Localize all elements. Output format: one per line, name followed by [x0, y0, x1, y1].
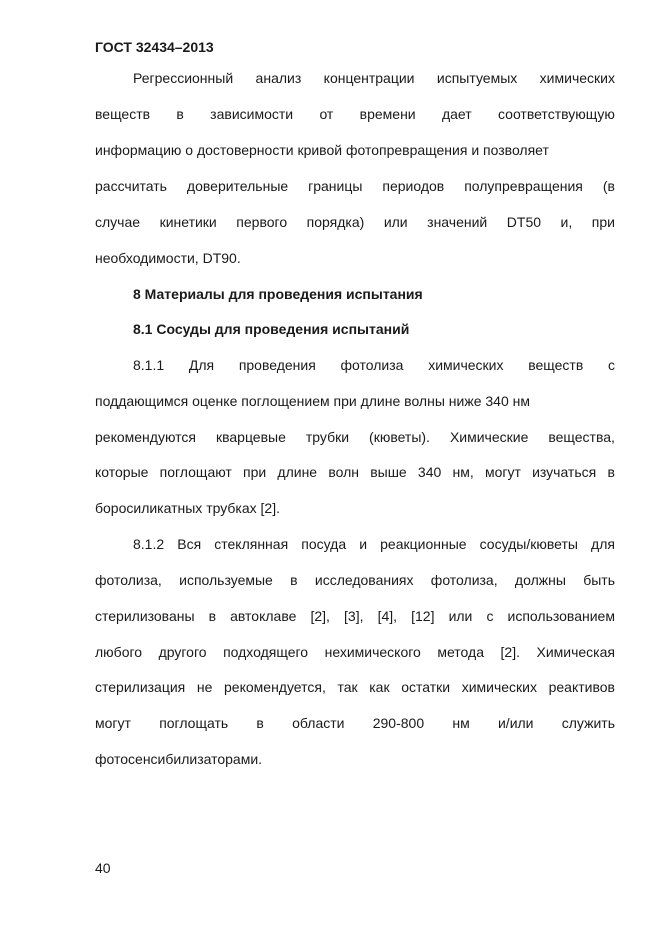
word: автоклаве — [230, 608, 297, 624]
page-number: 40 — [95, 860, 111, 876]
word: поглощают — [159, 464, 232, 480]
word: доверительные — [186, 178, 289, 194]
paragraph-line: поддающимся оценке поглощением при длине волны ниже 340 нм — [95, 393, 530, 409]
paragraph-line: необходимости, DT90. — [95, 250, 241, 266]
word: исследованиях — [314, 572, 414, 588]
paragraph-line — [95, 642, 615, 662]
word: полупревращения — [464, 178, 583, 194]
word: трубки — [305, 429, 350, 445]
paragraph-line: боросиликатных трубках [2]. — [95, 500, 280, 516]
word: [12] — [411, 608, 435, 624]
paragraph-line — [95, 570, 615, 590]
word: поглощать — [159, 715, 229, 731]
word: и — [359, 536, 368, 552]
word: сосуды/кюветы — [479, 536, 578, 552]
paragraph-line — [95, 462, 615, 482]
word: вещества, — [548, 429, 615, 445]
paragraph-line — [95, 427, 615, 447]
word: (в — [602, 178, 615, 194]
paragraph-line — [95, 104, 615, 124]
word: стерилизация — [95, 679, 186, 695]
word: и, — [560, 214, 573, 230]
word: химических — [428, 357, 504, 373]
word: химических — [461, 679, 537, 695]
word: веществ — [95, 106, 151, 122]
word: при — [591, 214, 615, 230]
word: волн — [328, 464, 359, 480]
word: выше — [370, 464, 407, 480]
word: Регрессионный — [133, 70, 234, 86]
word: испытуемых — [436, 70, 518, 86]
word: фотолиза — [340, 357, 404, 373]
word: [3], — [344, 608, 364, 624]
word: случае — [95, 214, 141, 230]
word: (кюветы). — [369, 429, 430, 445]
word: для — [591, 536, 615, 552]
paragraph-line — [95, 713, 615, 733]
word: или — [448, 608, 473, 624]
word: в — [290, 572, 298, 588]
word: должны — [514, 572, 566, 588]
word: [2]. — [500, 644, 520, 660]
paragraph-line — [95, 212, 615, 232]
word: при — [243, 464, 267, 480]
word: [2], — [310, 608, 330, 624]
word: Химические — [449, 429, 529, 445]
subsection-heading: 8.1 Сосуды для проведения испытаний — [133, 321, 410, 337]
word: в — [208, 608, 217, 624]
paragraph-line — [133, 68, 615, 88]
paragraph-line — [133, 355, 615, 375]
word: первого — [236, 214, 288, 230]
word: другого — [158, 644, 207, 660]
word: порядка) — [306, 214, 365, 230]
word: химических — [539, 70, 615, 86]
word: значений — [427, 214, 488, 230]
word: от — [319, 106, 334, 122]
paragraph-line — [95, 176, 615, 196]
word: нм, — [452, 464, 474, 480]
paragraph-line — [95, 606, 615, 626]
paragraph-line — [95, 677, 615, 697]
word: периодов — [382, 178, 445, 194]
word: рекомендуется, — [224, 679, 326, 695]
word: могут — [484, 464, 521, 480]
word: границы — [308, 178, 363, 194]
word: изучаться — [532, 464, 597, 480]
word: реакционные — [380, 536, 467, 552]
word: анализ — [255, 70, 302, 86]
word: нехимического — [324, 644, 421, 660]
word: с — [608, 357, 615, 373]
paragraph-line: фотосенсибилизаторами. — [95, 751, 263, 767]
word: области — [292, 715, 345, 731]
word: так — [337, 679, 358, 695]
word: Химическая — [536, 644, 615, 660]
word: фотолиза, — [430, 572, 498, 588]
word: используемые — [179, 572, 273, 588]
word: кинетики — [159, 214, 217, 230]
word: реактивов — [548, 679, 615, 695]
word: зависимости — [210, 106, 294, 122]
word: соответствующую — [498, 106, 615, 122]
word: рассчитать — [95, 178, 167, 194]
word: посуда — [301, 536, 347, 552]
word: [4], — [377, 608, 398, 624]
paragraph-line — [133, 534, 615, 554]
word: длине — [277, 464, 318, 480]
word: веществ — [528, 357, 584, 373]
word: служить — [561, 715, 615, 731]
word: кварцевые — [215, 429, 286, 445]
word: в — [256, 715, 264, 731]
word: в — [176, 106, 184, 122]
standard-header: ГОСТ 32434–2013 — [95, 39, 214, 55]
paragraph-line: информацию о достоверности кривой фотопревращения и позволяет — [95, 142, 549, 158]
word: концентрации — [323, 70, 415, 86]
word: DT50 — [506, 214, 542, 230]
word: Для — [188, 357, 215, 373]
word: времени — [359, 106, 416, 122]
word: рекомендуются — [95, 429, 196, 445]
word: нм — [452, 715, 470, 731]
word: 8.1.2 — [133, 536, 165, 552]
word: проведения — [238, 357, 316, 373]
word: не — [196, 679, 213, 695]
word: 8.1.1 — [133, 357, 165, 373]
word: 290-800 — [372, 715, 425, 731]
word: остатки — [401, 679, 451, 695]
word: фотолиза, — [95, 572, 162, 588]
word: метода — [437, 644, 484, 660]
word: которые — [95, 464, 149, 480]
word: в — [607, 464, 615, 480]
word: с — [486, 608, 494, 624]
word: быть — [583, 572, 615, 588]
word: подходящего — [223, 644, 309, 660]
word: использованием — [507, 608, 615, 624]
word: любого — [95, 644, 143, 660]
word: 340 — [417, 464, 442, 480]
word: Вся — [177, 536, 202, 552]
word: стерилизованы — [95, 608, 195, 624]
word: и/или — [497, 715, 534, 731]
word: стеклянная — [214, 536, 289, 552]
word: или — [383, 214, 408, 230]
section-heading: 8 Материалы для проведения испытания — [133, 286, 423, 302]
word: дает — [441, 106, 472, 122]
word: могут — [95, 715, 131, 731]
word: как — [369, 679, 390, 695]
